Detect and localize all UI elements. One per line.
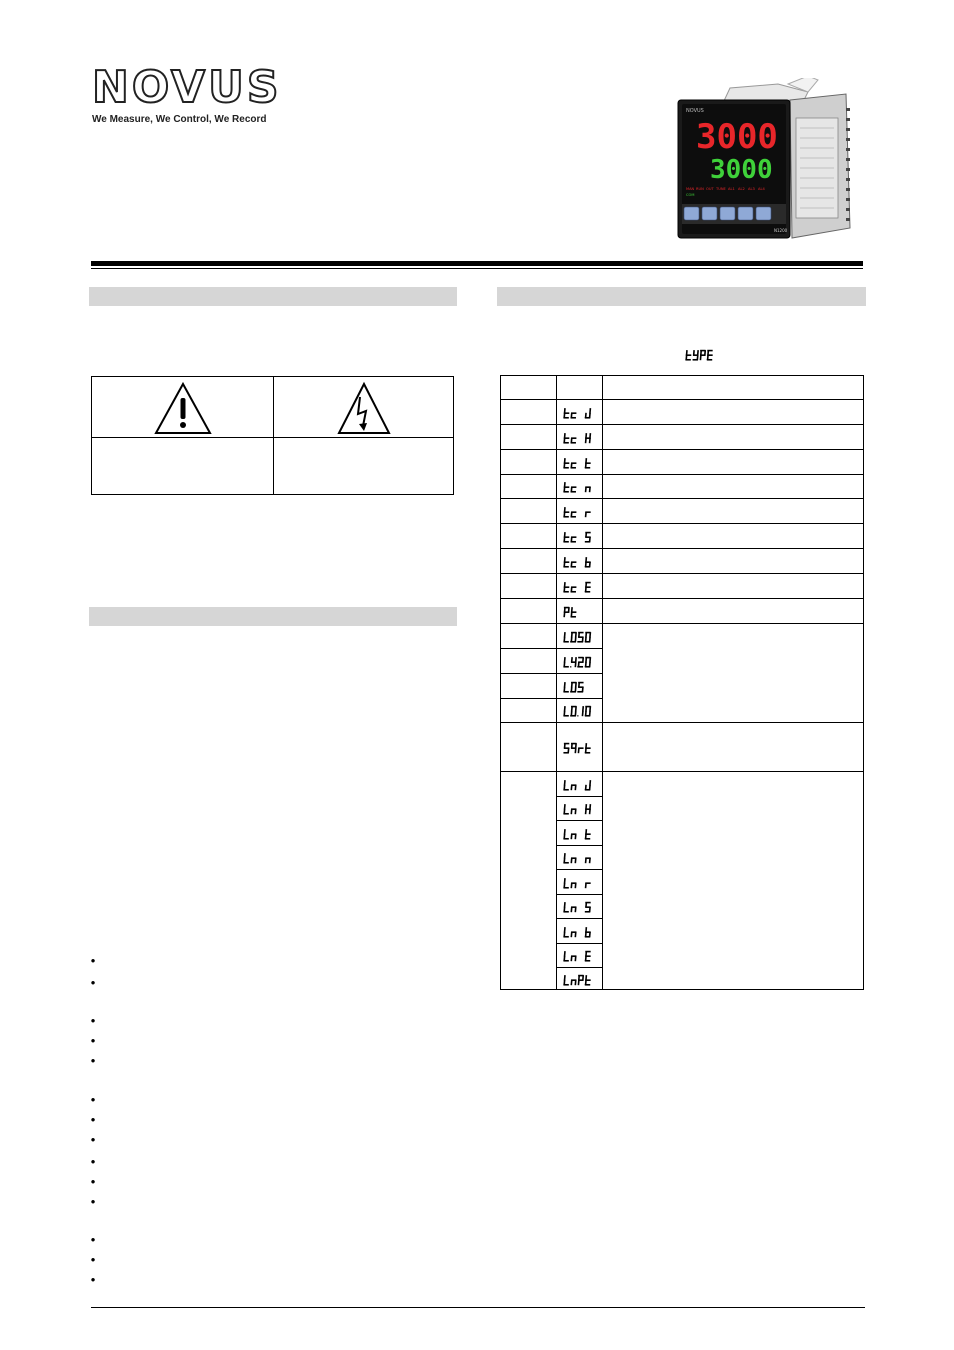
type-code-cell bbox=[563, 480, 607, 496]
input-type-table bbox=[500, 375, 864, 990]
section-header-presentation bbox=[89, 607, 457, 626]
warning-triangle-icon bbox=[153, 381, 213, 435]
type-code-cell bbox=[563, 827, 607, 843]
warning-symbols-table bbox=[91, 376, 454, 495]
svg-text:AL3: AL3 bbox=[748, 187, 755, 191]
bullet-marker: • bbox=[90, 1112, 96, 1127]
table-divider bbox=[92, 437, 453, 438]
type-code-cell bbox=[563, 704, 607, 720]
type-code-cell bbox=[563, 925, 607, 941]
table-header-divider bbox=[501, 399, 863, 400]
bullet-marker: • bbox=[90, 1174, 96, 1189]
controller-device-image bbox=[668, 78, 858, 248]
type-code-cell bbox=[563, 530, 607, 546]
table-row-divider bbox=[557, 869, 603, 870]
pv-display: 3000 bbox=[696, 117, 778, 157]
type-code-cell bbox=[563, 851, 607, 867]
type-code-cell bbox=[563, 802, 607, 818]
svg-text:AL1: AL1 bbox=[728, 187, 735, 191]
type-code-cell bbox=[563, 555, 607, 571]
table-row-divider bbox=[501, 573, 863, 574]
svg-text:OUT: OUT bbox=[706, 187, 714, 191]
novus-logo bbox=[92, 62, 282, 125]
type-code-cell bbox=[563, 580, 607, 596]
table-row-divider bbox=[501, 648, 603, 649]
table-row-divider bbox=[501, 771, 863, 772]
type-code-cell bbox=[563, 949, 607, 965]
electric-shock-icon bbox=[336, 381, 392, 435]
bullet-marker: • bbox=[90, 1053, 96, 1068]
brand-tagline: We Measure, We Control, We Record bbox=[92, 114, 267, 125]
table-row-divider bbox=[501, 523, 863, 524]
header-rule bbox=[91, 261, 863, 266]
svg-text:N1200: N1200 bbox=[774, 228, 788, 233]
table-row-divider bbox=[501, 598, 863, 599]
bullet-marker: • bbox=[90, 1092, 96, 1107]
bullet-marker: • bbox=[90, 1194, 96, 1209]
table-row-divider bbox=[501, 722, 863, 723]
type-code-cell bbox=[563, 741, 607, 757]
section-header-configuration bbox=[497, 287, 866, 306]
bullet-marker: • bbox=[90, 1154, 96, 1169]
bullet-marker: • bbox=[90, 1252, 96, 1267]
table-row-divider bbox=[501, 623, 863, 624]
footer-rule bbox=[91, 1307, 865, 1308]
type-code-cell bbox=[563, 778, 607, 794]
table-row-divider bbox=[557, 845, 603, 846]
table-row-divider bbox=[501, 698, 603, 699]
brand-name: NOVUS bbox=[92, 62, 282, 113]
type-code-cell bbox=[563, 431, 607, 447]
section-header-safety bbox=[89, 287, 457, 306]
table-row-divider bbox=[501, 673, 603, 674]
svg-text:MAN: MAN bbox=[686, 187, 695, 191]
bullet-marker: • bbox=[90, 1013, 96, 1028]
bullet-marker: • bbox=[90, 1232, 96, 1247]
type-code-cell bbox=[563, 900, 607, 916]
table-row-divider bbox=[557, 943, 603, 944]
svg-text:AL4: AL4 bbox=[758, 187, 765, 191]
bullet-marker: • bbox=[90, 975, 96, 990]
type-parameter-code bbox=[684, 348, 724, 362]
type-code-cell bbox=[563, 456, 607, 472]
table-row-divider bbox=[501, 474, 863, 475]
type-code-cell bbox=[563, 876, 607, 892]
svg-text:TUNE: TUNE bbox=[716, 187, 726, 191]
table-row-divider bbox=[501, 548, 863, 549]
table-row-divider bbox=[557, 918, 603, 919]
decimal-point-glyph bbox=[570, 666, 571, 667]
bullet-marker: • bbox=[90, 1132, 96, 1147]
svg-text:AL2: AL2 bbox=[738, 187, 745, 191]
table-divider bbox=[273, 377, 274, 494]
table-row-divider bbox=[557, 967, 603, 968]
svg-text:NOVUS: NOVUS bbox=[686, 108, 704, 114]
type-code-cell bbox=[563, 973, 607, 989]
decimal-point-glyph bbox=[577, 715, 578, 716]
table-row-divider bbox=[501, 449, 863, 450]
type-code-cell bbox=[563, 680, 607, 696]
bullet-marker: • bbox=[90, 953, 96, 968]
table-row-divider bbox=[557, 796, 603, 797]
table-row-divider bbox=[557, 820, 603, 821]
table-row-divider bbox=[501, 498, 863, 499]
table-row-divider bbox=[557, 894, 603, 895]
type-code-cell bbox=[563, 605, 607, 621]
type-code-cell bbox=[563, 630, 607, 646]
table-row-divider bbox=[501, 424, 863, 425]
svg-text:RUN: RUN bbox=[696, 187, 704, 191]
table-column-divider bbox=[556, 376, 557, 989]
type-code-cell bbox=[563, 655, 607, 671]
type-code-cell bbox=[563, 505, 607, 521]
sp-display: 3000 bbox=[710, 155, 773, 185]
svg-text:COM: COM bbox=[686, 193, 695, 197]
header-rule-thin bbox=[91, 268, 863, 269]
bullet-marker: • bbox=[90, 1272, 96, 1287]
bullet-marker: • bbox=[90, 1033, 96, 1048]
type-code-cell bbox=[563, 406, 607, 422]
